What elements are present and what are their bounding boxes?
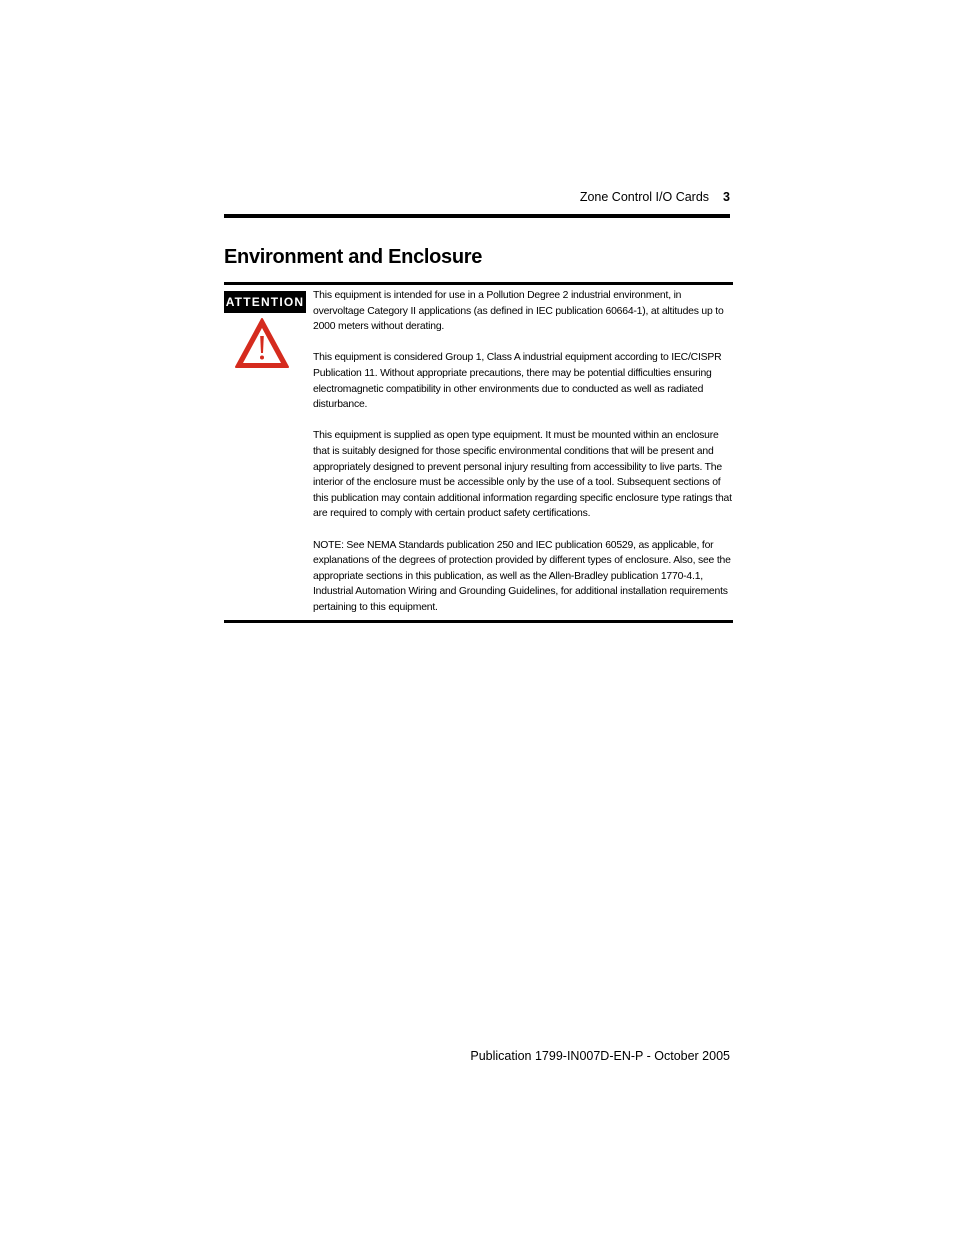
running-header-title: Zone Control I/O Cards [579, 190, 710, 204]
attention-paragraph: This equipment is supplied as open type equipment. It must be mounted within an enclosure that is suitably designed for those specific environmental conditions that will be present and appropriately designed to prevent personal injury resulting from accessibility to live parts. The interior of the enclosure must be accessible only by the use of a tool. Subsequent sections of this publication may contain additional information regarding specific enclosure type ratings that are required to comply with certain product safety certifications. [313, 430, 732, 520]
attention-box [224, 282, 733, 623]
publication-footer: Publication 1799-IN007D-EN-P - October 2005 [470, 1049, 730, 1063]
running-header [224, 190, 730, 204]
page-number: 3 [723, 190, 730, 204]
attention-label: ATTENTION [224, 291, 306, 313]
section-title: Environment and Enclosure [224, 246, 483, 268]
attention-text [313, 288, 733, 615]
warning-triangle-icon [234, 317, 290, 369]
attention-paragraph: NOTE: See NEMA Standards publication 250 and IEC publication 60529, as applicable, for explanations of the degrees of protection provided by different types of enclosure. Also, see the appropriate sections in this publication, as well as the Allen-Bradley publication 1770-4.1, Industrial Automation Wiring and Grounding Guidelines, for additional installation requirements pertaining to this equipment. [313, 539, 731, 613]
attention-paragraph: This equipment is intended for use in a Pollution Degree 2 industrial environment, in overvoltage Category II applications (as defined in IEC publication 60664-1), at altitudes up to 2000 meters without derating. [313, 290, 724, 333]
header-rule [224, 214, 730, 218]
attention-paragraph: This equipment is considered Group 1, Class A industrial equipment according to IEC/CISPR Publication 11. Without appropriate precautions, there may be potential difficulties ensuring electromagnetic compatibility in other environments due to conducted as well as radiated disturbance. [313, 352, 722, 411]
